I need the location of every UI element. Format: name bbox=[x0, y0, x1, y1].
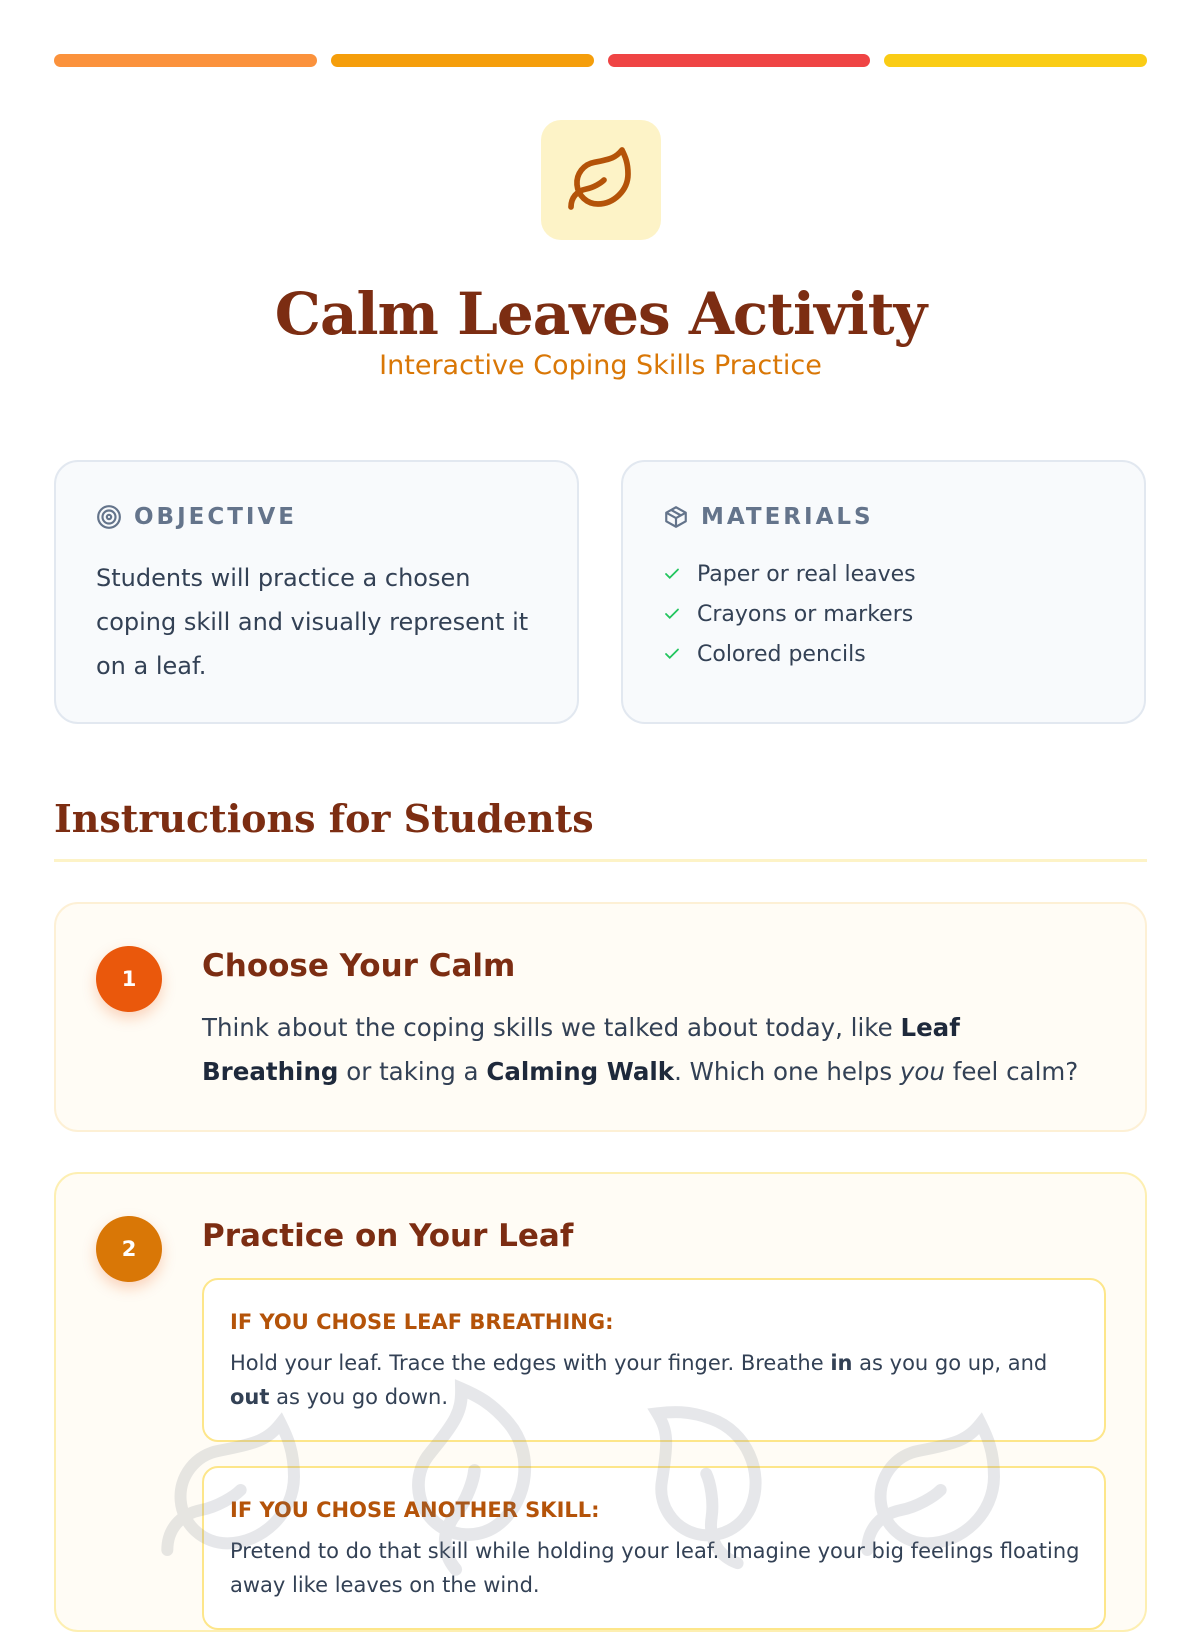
materials-heading bbox=[663, 504, 874, 530]
material-label: Crayons or markers bbox=[697, 601, 914, 627]
materials-card bbox=[621, 460, 1146, 724]
page-subtitle: Interactive Coping Skills Practice bbox=[379, 350, 822, 381]
step-text bbox=[202, 1006, 1102, 1094]
text-segment: as you go up, and bbox=[852, 1351, 1048, 1375]
color-bar bbox=[884, 54, 1147, 67]
check-icon bbox=[663, 565, 681, 583]
list-item bbox=[663, 634, 916, 674]
option-text: Pretend to do that skill while holding your leaf. Imagine your big feelings floating away like leaves on the wind. bbox=[230, 1539, 1080, 1597]
step-card-1 bbox=[54, 902, 1147, 1132]
objective-text: Students will practice a chosen coping skill and visually represent it on a leaf. bbox=[96, 564, 529, 680]
text-segment: . Which one helps bbox=[674, 1057, 900, 1086]
step-title: Choose Your Calm bbox=[202, 948, 516, 984]
box-icon bbox=[663, 504, 689, 530]
target-icon bbox=[96, 504, 122, 530]
color-bars bbox=[54, 54, 1147, 67]
color-bar bbox=[608, 54, 871, 67]
option-heading: IF YOU CHOSE LEAF BREATHING: bbox=[230, 1310, 614, 1334]
header-logo bbox=[541, 120, 661, 240]
leaf-icon bbox=[565, 144, 637, 216]
objective-card bbox=[54, 460, 579, 724]
material-label: Colored pencils bbox=[697, 641, 866, 667]
material-label: Paper or real leaves bbox=[697, 561, 916, 587]
section-divider bbox=[54, 859, 1147, 862]
step-number-badge: 2 bbox=[96, 1216, 162, 1282]
bold-term: Calming Walk bbox=[486, 1057, 675, 1086]
text-segment: Hold your leaf. Trace the edges with your finger. Breathe bbox=[230, 1351, 831, 1375]
materials-list bbox=[663, 554, 916, 674]
option-leaf-breathing bbox=[202, 1278, 1106, 1442]
text-segment: feel calm? bbox=[944, 1057, 1079, 1086]
list-item bbox=[663, 554, 916, 594]
emphasis-term: you bbox=[899, 1057, 945, 1086]
step-title: Practice on Your Leaf bbox=[202, 1218, 574, 1254]
bold-term: out bbox=[230, 1385, 270, 1409]
color-bar bbox=[331, 54, 594, 67]
section-title: Instructions for Students bbox=[54, 796, 594, 841]
bold-term: in bbox=[830, 1351, 853, 1375]
check-icon bbox=[663, 605, 681, 623]
text-segment: as you go down. bbox=[269, 1385, 449, 1409]
text-segment: Think about the coping skills we talked about today, like bbox=[202, 1013, 901, 1042]
list-item bbox=[663, 594, 916, 634]
check-icon bbox=[663, 645, 681, 663]
option-text bbox=[230, 1346, 1080, 1414]
bold-term: Leaf Breathing bbox=[202, 1013, 960, 1086]
option-heading: IF YOU CHOSE ANOTHER SKILL: bbox=[230, 1498, 600, 1522]
step-card-2 bbox=[54, 1172, 1147, 1632]
step-number-badge: 1 bbox=[96, 946, 162, 1012]
option-another-skill bbox=[202, 1466, 1106, 1630]
color-bar bbox=[54, 54, 317, 67]
objective-label: OBJECTIVE bbox=[134, 504, 297, 530]
materials-label: MATERIALS bbox=[701, 504, 874, 530]
objective-heading bbox=[96, 504, 297, 530]
page-title: Calm Leaves Activity bbox=[274, 280, 927, 348]
text-segment: or taking a bbox=[338, 1057, 487, 1086]
